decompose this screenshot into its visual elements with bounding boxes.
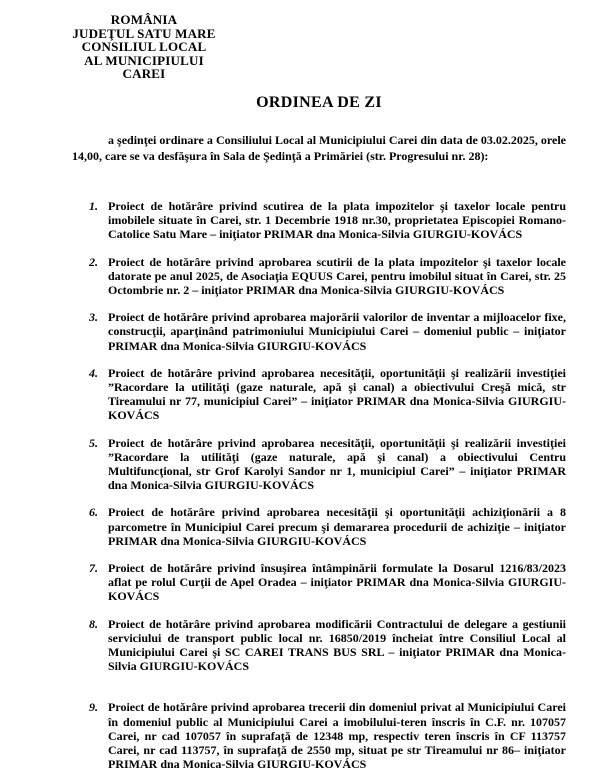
org-header-country: ROMÂNIA xyxy=(110,12,178,27)
intro-paragraph: a şedinţei ordinare a Consiliului Local al Municipiului Carei din data de 03.02.2025, orele 14,00, care se va desfăşura în Sala de Şedinţă a Primăriei (str. Progresului nr. 28): xyxy=(72,133,566,163)
agenda-item-3-text: Proiect de hotărâre privind aprobarea majorării valorilor de inventar a mijloacelor fixe, construcţii, aparţinând patrimoniului Municipiului Carei – domeniul public – iniţiator PRIMAR dna Monica-Silvia GIURGIU-KOVÁCS xyxy=(108,310,566,353)
agenda-item-8-number: 8. xyxy=(89,616,98,631)
agenda-item-1 xyxy=(72,199,566,242)
agenda-item-8 xyxy=(72,617,566,674)
agenda-item-5 xyxy=(72,436,566,493)
agenda-item-4-number: 4. xyxy=(89,365,98,380)
org-header-council: CONSILIUL LOCAL xyxy=(81,39,207,54)
agenda-item-3 xyxy=(72,310,566,353)
agenda-item-7-number: 7. xyxy=(89,561,98,576)
agenda-item-8-text: Proiect de hotărâre privind aprobarea modificării Contractului de delegare a gestiunii serviciului de transport public local nr. 16850/2019 încheiat între Consiliul Local al Municipiului Carei şi SC CAREI TRANS BUS SRL – iniţiator PRIMAR dna Monica-Silvia GIURGIU-KOVÁCS xyxy=(108,616,566,674)
agenda-item-4 xyxy=(72,366,566,423)
agenda-item-3-number: 3. xyxy=(89,310,98,325)
agenda-item-4-text: Proiect de hotărâre privind aprobarea necesităţii, oportunităţii şi realizării investiţiei ”Racordare la utilităţi (gaze naturale, apă şi canal) a obiectivului Creşă mică, str Tireamului nr 77, municipiul Carei” – iniţiator PRIMAR dna Monica-Silvia GIURGIU-KOVÁCS xyxy=(108,365,566,423)
agenda-item-6-text: Proiect de hotărâre privind aprobarea necesităţii şi oportunităţii achiziţionării a 8 parcometre în Municipiul Carei precum şi demararea procedurii de achiziţie – iniţiator PRIMAR dna Monica-Silvia GIURGIU-KOVÁCS xyxy=(108,505,566,548)
agenda-item-6-number: 6. xyxy=(89,505,98,520)
agenda-item-5-number: 5. xyxy=(89,435,98,450)
agenda-item-7 xyxy=(72,561,566,604)
agenda-item-2-text: Proiect de hotărâre privind aprobarea scutirii de la plata impozitelor şi taxelor locale datorate pe anul 2025, de Asociaţia EQUUS Carei, pentru imobilul situat în Carei, str. 25 Octombrie nr. 2 – iniţiator PRIMAR dna Monica-Silvia GIURGIU-KOVÁCS xyxy=(108,254,566,298)
agenda-item-1-text: Proiect de hotărâre privind scutirea de la plata impozitelor şi taxelor locale pentru imobilele situate în Carei, str. 1 Decembrie 1918 nr.30, proprietatea Episcopiei Romano-Catolice Satu Mare – iniţiator PRIMAR dna Monica-Silvia GIURGIU-KOVÁCS xyxy=(108,199,566,242)
agenda-item-6 xyxy=(72,505,566,548)
agenda-item-2 xyxy=(72,255,566,298)
agenda-item-2-number: 2. xyxy=(89,254,98,269)
org-header-municipality: AL MUNICIPIULUI CAREI xyxy=(84,52,204,81)
org-header xyxy=(68,13,220,81)
agenda-item-9 xyxy=(72,700,566,771)
agenda-item-9-text: Proiect de hotărâre privind aprobarea trecerii din domeniul privat al Municipiului Carei în domeniul public al Municipiului Carei a imobilului-teren înscris în C.F. nr. 107057 Carei, nr cad 107057 în suprafaţă de 12348 mp, respectiv teren înscris în CF 113757 Carei, nr cad 113757, în suprafaţă de 2550 mp, situat pe str Tireamului nr 86– iniţiator PRIMAR dna Monica-Silvia GIURGIU-KOVÁCS xyxy=(108,700,566,772)
agenda-list xyxy=(72,199,566,776)
agenda-item-1-number: 1. xyxy=(89,199,98,213)
agenda-item-5-text: Proiect de hotărâre privind aprobarea necesităţii, oportunităţii şi realizării investiţiei ”Racordare la utilităţi (gaze naturale, apă şi canal) a obiectivului Centru Multifuncţional, str Grof Karolyi Sandor nr 1, municipiul Carei” – iniţiator PRIMAR dna Monica-Silvia GIURGIU-KOVÁCS xyxy=(108,435,566,493)
agenda-item-7-text: Proiect de hotărâre privind însuşirea întâmpinării formulate la Dosarul 1216/83/2023 aflat pe rolul Curţii de Apel Oradea – iniţiator PRIMAR dna Monica-Silvia GIURGIU-KOVÁCS xyxy=(108,561,566,604)
agenda-item-9-number: 9. xyxy=(89,700,98,715)
org-header-county: JUDEŢUL SATU MARE xyxy=(72,25,216,41)
page-title: ORDINEA DE ZI xyxy=(256,94,382,111)
